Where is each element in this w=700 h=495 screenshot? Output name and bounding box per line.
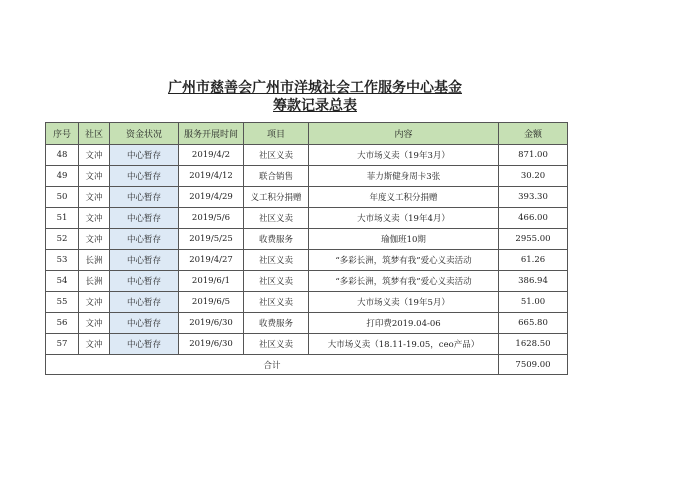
col-header-amount: 金额 <box>499 123 568 145</box>
cell-content: “多彩长洲，筑梦有我”爱心义卖活动 <box>309 250 499 271</box>
cell-amount: 1628.50 <box>499 334 568 355</box>
cell-index: 49 <box>46 166 79 187</box>
cell-project: 社区义卖 <box>244 292 309 313</box>
table-row <box>46 208 568 229</box>
table-row <box>46 166 568 187</box>
cell-amount: 61.26 <box>499 250 568 271</box>
cell-date: 2019/4/2 <box>179 145 244 166</box>
cell-date: 2019/6/5 <box>179 292 244 313</box>
cell-project: 收费服务 <box>244 229 309 250</box>
cell-amount: 393.30 <box>499 187 568 208</box>
cell-index: 51 <box>46 208 79 229</box>
col-header-fund-status: 资金状况 <box>110 123 179 145</box>
cell-fund-status: 中心暂存 <box>110 271 179 292</box>
cell-content: “多彩长洲，筑梦有我”爱心义卖活动 <box>309 271 499 292</box>
cell-content: 大市场义卖（19年5月） <box>309 292 499 313</box>
cell-community: 文冲 <box>79 208 110 229</box>
table-row <box>46 271 568 292</box>
cell-fund-status: 中心暂存 <box>110 334 179 355</box>
cell-index: 55 <box>46 292 79 313</box>
cell-amount: 871.00 <box>499 145 568 166</box>
table-row <box>46 313 568 334</box>
cell-date: 2019/6/1 <box>179 271 244 292</box>
col-header-service-date: 服务开展时间 <box>179 123 244 145</box>
cell-project: 社区义卖 <box>244 208 309 229</box>
cell-index: 53 <box>46 250 79 271</box>
cell-amount: 665.80 <box>499 313 568 334</box>
cell-fund-status: 中心暂存 <box>110 250 179 271</box>
cell-index: 57 <box>46 334 79 355</box>
cell-fund-status: 中心暂存 <box>110 292 179 313</box>
cell-community: 文冲 <box>79 166 110 187</box>
cell-date: 2019/5/6 <box>179 208 244 229</box>
cell-project: 义工积分捐赠 <box>244 187 309 208</box>
cell-project: 社区义卖 <box>244 334 309 355</box>
cell-project: 社区义卖 <box>244 271 309 292</box>
table-row <box>46 187 568 208</box>
cell-fund-status: 中心暂存 <box>110 187 179 208</box>
total-label: 合计 <box>46 355 499 375</box>
cell-content: 打印费2019.04-06 <box>309 313 499 334</box>
report-title: 广州市慈善会广州市洋城社会工作服务中心基金 <box>168 80 462 96</box>
cell-fund-status: 中心暂存 <box>110 145 179 166</box>
cell-amount: 386.94 <box>499 271 568 292</box>
col-header-index: 序号 <box>46 123 79 145</box>
cell-date: 2019/4/12 <box>179 166 244 187</box>
cell-date: 2019/6/30 <box>179 334 244 355</box>
cell-fund-status: 中心暂存 <box>110 229 179 250</box>
table-row <box>46 334 568 355</box>
col-header-content: 内容 <box>309 123 499 145</box>
cell-index: 50 <box>46 187 79 208</box>
cell-fund-status: 中心暂存 <box>110 313 179 334</box>
table-row <box>46 145 568 166</box>
cell-index: 54 <box>46 271 79 292</box>
cell-project: 联合销售 <box>244 166 309 187</box>
cell-date: 2019/6/30 <box>179 313 244 334</box>
table-row <box>46 292 568 313</box>
cell-content: 年度义工积分捐赠 <box>309 187 499 208</box>
cell-amount: 2955.00 <box>499 229 568 250</box>
cell-project: 收费服务 <box>244 313 309 334</box>
cell-project: 社区义卖 <box>244 145 309 166</box>
cell-community: 文冲 <box>79 292 110 313</box>
total-amount: 7509.00 <box>499 355 568 375</box>
col-header-project: 项目 <box>244 123 309 145</box>
cell-community: 文冲 <box>79 145 110 166</box>
fundraising-table <box>45 122 568 375</box>
cell-amount: 466.00 <box>499 208 568 229</box>
cell-index: 48 <box>46 145 79 166</box>
cell-date: 2019/5/25 <box>179 229 244 250</box>
report-subtitle: 筹款记录总表 <box>273 98 357 114</box>
cell-index: 56 <box>46 313 79 334</box>
cell-content: 菲力斯健身周卡3张 <box>309 166 499 187</box>
cell-fund-status: 中心暂存 <box>110 166 179 187</box>
header-row <box>46 123 568 145</box>
cell-index: 52 <box>46 229 79 250</box>
cell-date: 2019/4/29 <box>179 187 244 208</box>
cell-date: 2019/4/27 <box>179 250 244 271</box>
cell-amount: 30.20 <box>499 166 568 187</box>
cell-community: 文冲 <box>79 187 110 208</box>
table-row <box>46 229 568 250</box>
total-row <box>46 355 568 375</box>
cell-project: 社区义卖 <box>244 250 309 271</box>
col-header-community: 社区 <box>79 123 110 145</box>
cell-content: 大市场义卖（19年3月） <box>309 145 499 166</box>
cell-content: 大市场义卖（18.11-19.05，ceo产品） <box>309 334 499 355</box>
cell-amount: 51.00 <box>499 292 568 313</box>
cell-fund-status: 中心暂存 <box>110 208 179 229</box>
cell-content: 瑜伽班10期 <box>309 229 499 250</box>
cell-content: 大市场义卖（19年4月） <box>309 208 499 229</box>
cell-community: 文冲 <box>79 229 110 250</box>
cell-community: 文冲 <box>79 313 110 334</box>
table-row <box>46 250 568 271</box>
cell-community: 文冲 <box>79 334 110 355</box>
cell-community: 长洲 <box>79 250 110 271</box>
cell-community: 长洲 <box>79 271 110 292</box>
